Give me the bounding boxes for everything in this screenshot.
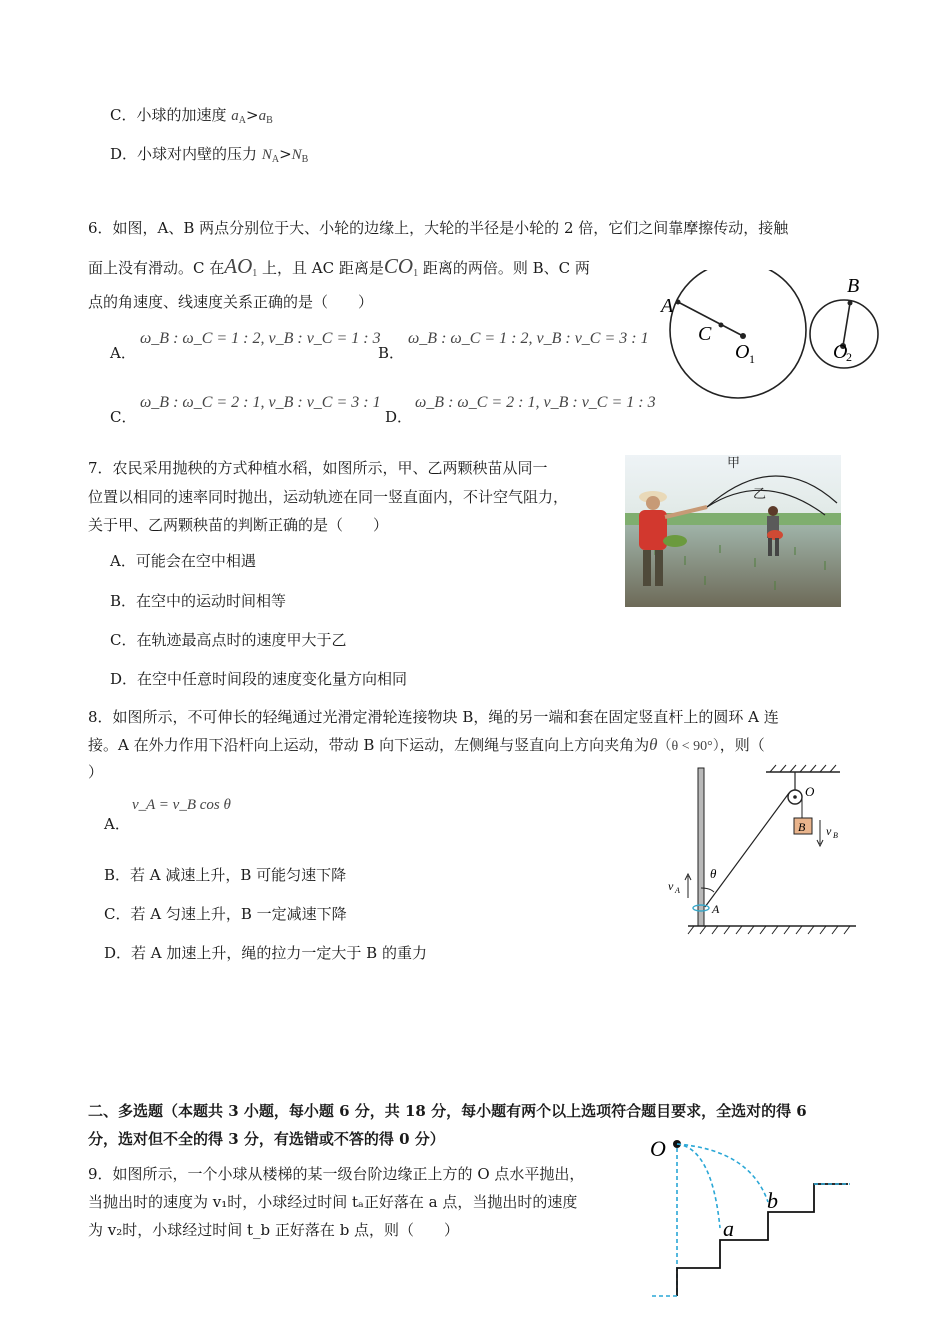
math-var: a — [258, 108, 267, 124]
label-vb-sub: B — [833, 831, 838, 840]
q8-stem-line3: ） — [88, 763, 104, 781]
section2-heading-line2: 分，选对但不全的得 3 分，有选错或不答的得 0 分） — [88, 1130, 445, 1148]
math-sub: A — [271, 154, 280, 165]
label-yi: 乙 — [753, 486, 767, 501]
q8-option-d: D．若 A 加速上升，绳的拉力一定大于 B 的重力 — [104, 944, 427, 962]
q8-option-a-label: A． — [104, 815, 130, 833]
q6-option-d-label: D． — [385, 408, 413, 426]
q8-stem-line2 — [88, 734, 765, 755]
math-var: AO — [224, 254, 253, 278]
q6-stem-line1: 6．如图，A、B 两点分别位于大、小轮的边缘上，大轮的半径是小轮的 2 倍，它们之间靠摩擦传动，接触 — [88, 219, 789, 237]
q5-option-d — [110, 143, 308, 165]
q6-option-a-label: A． — [110, 344, 136, 362]
q9-stairs-figure — [640, 1132, 860, 1302]
label-o: O — [650, 1136, 666, 1161]
text: 上，且 AC 距离是 — [257, 259, 384, 277]
label-o1: O — [735, 341, 750, 363]
q9-stem-line3: 为 v₂时，小球经过时间 t_b 正好落在 b 点，则（ ） — [88, 1221, 460, 1239]
label-b: B — [847, 275, 860, 297]
point-o1 — [740, 333, 746, 339]
q7-stem-line1: 7．农民采用抛秧的方式种植水稻，如图所示，甲、乙两颗秧苗从同一 — [88, 459, 548, 477]
label-o2: O — [833, 341, 848, 363]
q6-stem-line3: 点的角速度、线速度关系正确的是（ ） — [88, 293, 374, 311]
math-sub: A — [238, 115, 246, 126]
q6-stem-line2 — [88, 254, 590, 279]
q8-pulley-figure — [660, 760, 870, 940]
point-b — [848, 301, 853, 306]
label-va: v — [668, 879, 674, 893]
q9-stem-line1: 9．如图所示，一个小球从楼梯的某一级台阶边缘正上方的 O 点水平抛出， — [88, 1165, 585, 1183]
math-rel: > — [246, 106, 259, 124]
label-o2-sub: 2 — [846, 350, 852, 364]
q6-option-b-expr: ω_B : ω_C = 1 : 2, v_B : v_C = 3 : 1 — [408, 330, 649, 347]
option-text: 小球的加速度 — [136, 106, 232, 124]
math-var: N — [261, 147, 272, 163]
stairs — [677, 1184, 848, 1296]
math-sub: B — [301, 154, 309, 165]
math-sub: 1 — [252, 268, 258, 279]
q9-stem-line2: 当抛出时的速度为 v₁时，小球经过时间 tₐ正好落在 a 点，当抛出时的速度 — [88, 1193, 578, 1211]
q7-option-c: C．在轨迹最高点时的速度甲大于乙 — [110, 631, 347, 649]
q5-option-c — [110, 104, 273, 126]
q6-wheels-figure — [650, 270, 890, 410]
math-rel: > — [279, 145, 292, 163]
text: 距离的两倍。则 B、C 两 — [418, 259, 590, 277]
section2-heading-line1: 二、多选题（本题共 3 小题，每小题 6 分，共 18 分，每小题有两个以上选项符合题目要求，全选对的得 6 — [88, 1102, 807, 1120]
label-a: a — [723, 1216, 734, 1241]
label-b: b — [767, 1188, 778, 1213]
rope — [705, 793, 789, 907]
label-o1-sub: 1 — [749, 352, 755, 366]
point-a — [676, 300, 681, 305]
text: 接。A 在外力作用下沿杆向上运动，带动 B 向下运动，左侧绳与竖直向上方向夹角为 — [88, 736, 650, 754]
label-theta: θ — [710, 866, 717, 881]
q7-option-a: A．可能会在空中相遇 — [110, 552, 256, 570]
text: 面上没有滑动。C 在 — [88, 259, 225, 277]
rice-seedling-photo — [625, 455, 841, 607]
q7-stem-line2: 位置以相同的速率同时抛出，运动轨迹在同一竖直面内，不计空气阻力， — [88, 488, 569, 506]
math-var: a — [231, 108, 239, 124]
option-label: D． — [110, 145, 138, 163]
option-text: 小球对内壁的压力 — [137, 145, 262, 163]
label-a: A — [712, 902, 720, 916]
point-c — [719, 323, 724, 328]
vertical-rod — [698, 768, 704, 926]
q8-stem-line1: 8．如图所示，不可伸长的轻绳通过光滑定滑轮连接物块 B，绳的另一端和套在固定竖直杆上的圆环 A 连 — [88, 708, 779, 726]
label-a: A — [661, 295, 674, 317]
photo-illustration — [625, 455, 841, 607]
math-theta: θ — [649, 735, 658, 754]
text: ，则（ — [719, 736, 765, 754]
q6-option-c-label: C． — [110, 408, 137, 426]
math-condition: （θ < 90°） — [657, 739, 720, 754]
q7-option-d: D．在空中任意时间段的速度变化量方向相同 — [110, 670, 408, 688]
label-jia: 甲 — [727, 455, 741, 470]
math-sub: B — [266, 115, 273, 126]
math-sub: 1 — [413, 268, 419, 279]
label-b: B — [798, 820, 806, 834]
q6-option-d-expr: ω_B : ω_C = 2 : 1, v_B : v_C = 1 : 3 — [415, 394, 656, 411]
q7-stem-line3: 关于甲、乙两颗秧苗的判断正确的是（ ） — [88, 516, 389, 534]
trajectory-b — [677, 1144, 768, 1202]
math-var: N — [291, 147, 302, 163]
trajectory-a — [677, 1144, 720, 1228]
label-vb: v — [826, 824, 832, 838]
math-var: CO — [383, 254, 414, 278]
option-label: C． — [110, 106, 137, 124]
label-va-sub: A — [675, 886, 680, 895]
q8-option-b: B．若 A 减速上升，B 可能匀速下降 — [104, 866, 347, 884]
label-c: C — [698, 323, 712, 345]
q6-option-b-label: B． — [378, 344, 405, 362]
q7-option-b: B．在空中的运动时间相等 — [110, 592, 287, 610]
label-o: O — [805, 784, 815, 799]
q8-option-a-expr: v_A = v_B cos θ — [132, 797, 231, 813]
radius-o2b — [843, 303, 850, 346]
q6-option-a-expr: ω_B : ω_C = 1 : 2, v_B : v_C = 1 : 3 — [140, 330, 381, 347]
q6-option-c-expr: ω_B : ω_C = 2 : 1, v_B : v_C = 3 : 1 — [140, 394, 381, 411]
q8-option-c: C．若 A 匀速上升，B 一定减速下降 — [104, 905, 347, 923]
